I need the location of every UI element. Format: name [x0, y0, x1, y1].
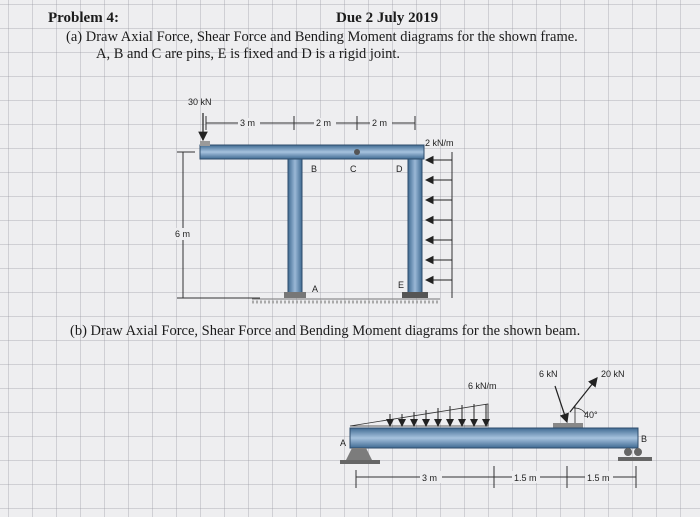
frame-column-de — [408, 159, 422, 297]
part-b-instruction: (b) Draw Axial Force, Shear Force and Bending Moment diagrams for the shown beam. — [70, 323, 581, 339]
part-a-conditions: A, B and C are pins, E is fixed and D is a rigid joint. — [96, 46, 401, 62]
due-date: Due 2 July 2019 — [336, 10, 439, 26]
frame-height-label: 6 m — [175, 229, 191, 239]
beam-point-load-1-arrow — [555, 386, 567, 422]
beam-distributed-load-label: 6 kN/m — [468, 381, 497, 391]
frame-load-plate — [200, 141, 210, 146]
frame-label-a: A — [312, 284, 319, 294]
frame-dim-2: 2 m — [316, 118, 332, 128]
pin-c-icon — [354, 149, 360, 155]
frame-label-e: E — [398, 280, 405, 290]
problem-title: Problem 4: — [48, 10, 119, 26]
frame-top-beam — [200, 145, 424, 159]
beam-triangular-load — [350, 404, 488, 426]
beam-dim-2: 1.5 m — [514, 473, 537, 483]
beam-point-load-1-label: 6 kN — [539, 369, 558, 379]
frame-label-c: C — [350, 164, 357, 174]
beam-roller-support-icon — [618, 448, 652, 461]
frame-height-dimension — [175, 152, 260, 298]
beam-label-b: B — [641, 434, 648, 444]
beam-label-a: A — [340, 438, 347, 448]
frame-distributed-load-label: 2 kN/m — [425, 138, 454, 148]
frame-label-b: B — [311, 164, 318, 174]
frame-label-d: D — [396, 164, 403, 174]
beam-load-plate — [553, 423, 583, 428]
frame-column-ab — [288, 159, 302, 297]
frame-distributed-load-arrows — [426, 152, 452, 298]
part-a-instruction: (a) Draw Axial Force, Shear Force and Bending Moment diagrams for the shown frame. — [66, 29, 578, 45]
beam-point-load-2-label: 20 kN — [601, 369, 625, 379]
frame-point-load-label: 30 kN — [188, 97, 212, 107]
beam-member — [350, 428, 638, 448]
frame-dim-3: 2 m — [372, 118, 388, 128]
beam-angle-label: 40° — [584, 410, 598, 420]
beam-pin-support-icon — [340, 448, 380, 464]
frame-dim-1: 3 m — [240, 118, 256, 128]
frame-ground — [252, 292, 440, 302]
beam-point-load-2-arrow — [570, 378, 597, 412]
beam-dim-3: 1.5 m — [587, 473, 610, 483]
beam-dim-1: 3 m — [422, 473, 438, 483]
